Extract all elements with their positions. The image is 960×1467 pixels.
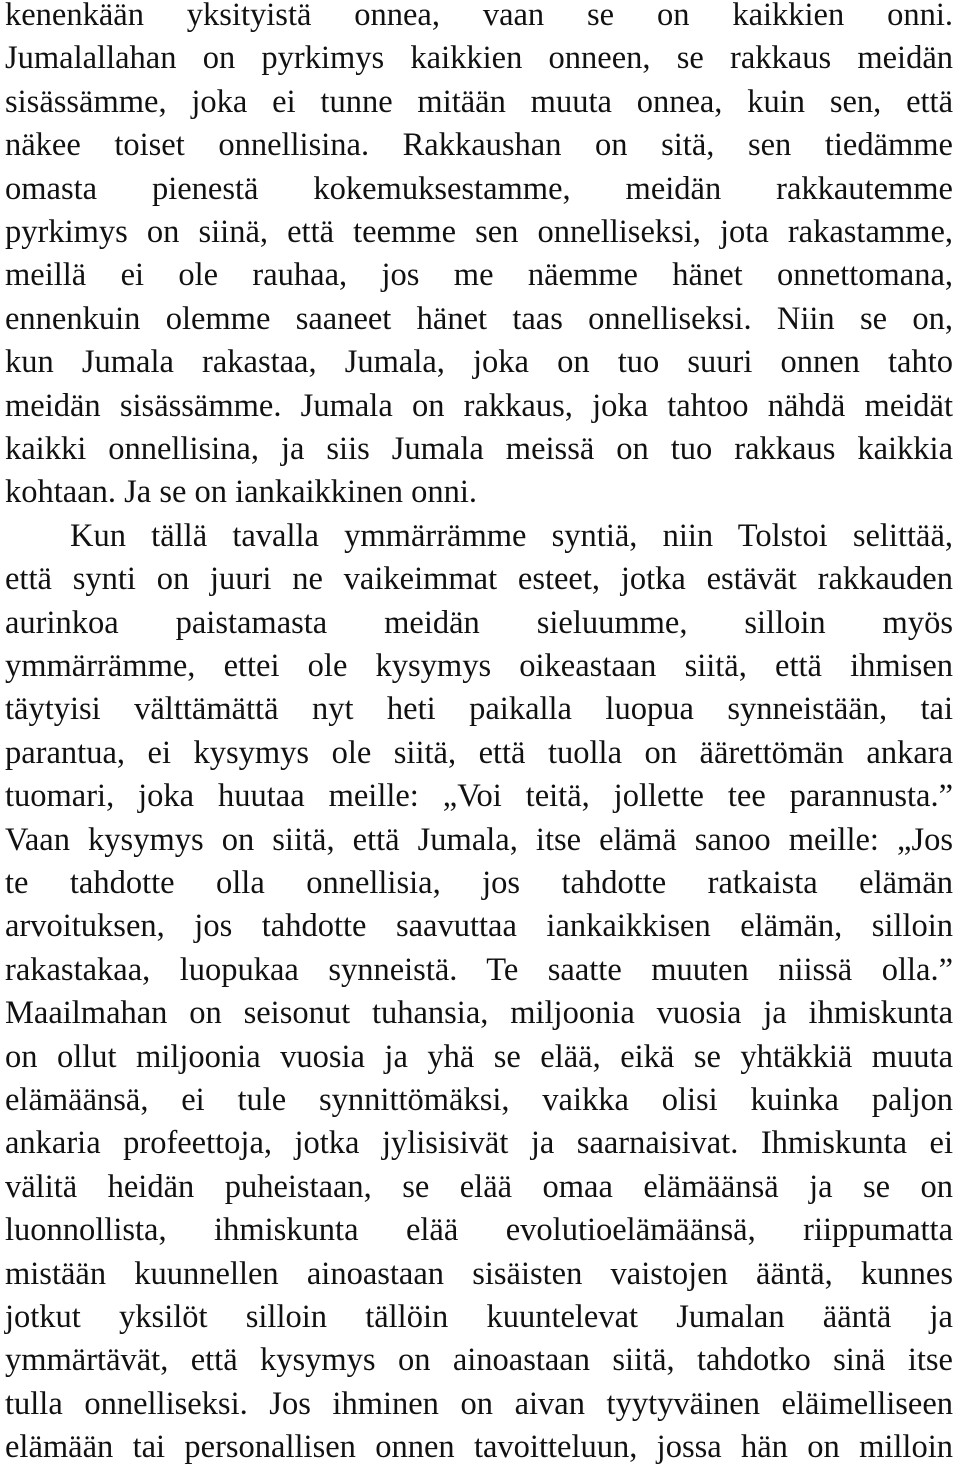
text-line: te tahdotte olla onnellisia, jos tahdotte ratkaista elämän	[5, 865, 953, 901]
text-line: ankaria profeettoja, jotka jylisisivät ja saarnaisivat. Ihmiskunta ei	[5, 1125, 953, 1162]
text-line: meidän sisässämme. Jumala on rakkaus, joka tahtoo nähdä meidät	[5, 387, 953, 424]
text-line: näkee toiset onnellisina. Rakkaushan on sitä, sen tiedämme	[5, 127, 953, 164]
text-line: omasta pienestä kokemuksestamme, meidän rakkautemme	[5, 170, 953, 207]
text-line: tulla onnelliseksi. Jos ihminen on aivan tyytyväinen eläimelliseen	[5, 1385, 953, 1422]
text-line: kenenkään yksityistä onnea, vaan se on kaikkien onni.	[5, 0, 953, 33]
text-line: rakastakaa, luopukaa synneistä. Te saatte muuten niissä olla.”	[5, 951, 953, 988]
text-line: ymmärtävät, että kysymys on ainoastaan siitä, tahdotko sinä itse	[5, 1342, 953, 1379]
text-line: aurinkoa paistamasta meidän sieluumme, silloin myös	[5, 604, 953, 641]
text-line: arvoituksen, jos tahdotte saavuttaa iankaikkisen elämän, silloin	[5, 908, 953, 945]
paragraph-first-line: Kun tällä tavalla ymmärrämme syntiä, niin Tolstoi selittää,	[70, 517, 953, 554]
text-line: kun Jumala rakastaa, Jumala, joka on tuo suuri onnen tahto	[5, 344, 953, 381]
text-line: kohtaan. Ja se on iankaikkinen onni.	[5, 474, 478, 511]
text-line: luonnollista, ihmiskunta elää evolutioelämäänsä, riippumatta	[5, 1212, 953, 1249]
text-line: sisässämme, joka ei tunne mitään muuta onnea, kuin sen, että	[5, 83, 953, 120]
text-line: jotkut yksilöt silloin tällöin kuuntelevat Jumalan ääntä ja	[5, 1299, 953, 1335]
text-line: pyrkimys on siinä, että teemme sen onnelliseksi, jota rakastamme,	[5, 214, 953, 250]
text-line: täytyisi välttämättä nyt heti paikalla luopua synneistään, tai	[5, 691, 953, 728]
text-line: elämäänsä, ei tule synnittömäksi, vaikka olisi kuinka paljon	[5, 1082, 953, 1118]
text-line: tuomari, joka huutaa meille: „Voi teitä, jollette tee parannusta.”	[5, 778, 953, 815]
text-line: Vaan kysymys on siitä, että Jumala, itse elämä sanoo meille: „Jos	[5, 821, 953, 858]
text-line: ennenkuin olemme saaneet hänet taas onnelliseksi. Niin se on,	[5, 300, 953, 337]
text-line: että synti on juuri ne vaikeimmat esteet, jotka estävät rakkauden	[5, 561, 953, 598]
text-line: on ollut miljoonia vuosia ja yhä se elää, eikä se yhtäkkiä muuta	[5, 1038, 953, 1075]
text-line: välitä heidän puheistaan, se elää omaa elämäänsä ja se on	[5, 1168, 953, 1205]
text-line: kaikki onnellisina, ja siis Jumala meissä on tuo rakkaus kaikkia	[5, 431, 953, 467]
text-line: ymmärrämme, ettei ole kysymys oikeastaan siitä, että ihmisen	[5, 648, 953, 684]
text-line: elämään tai personallisen onnen tavoitteluun, jossa hän on milloin	[5, 1429, 953, 1466]
text-line: meillä ei ole rauhaa, jos me näemme hänet onnettomana,	[5, 257, 953, 294]
text-line: Jumalallahan on pyrkimys kaikkien onneen, se rakkaus meidän	[5, 40, 953, 77]
text-line: parantua, ei kysymys ole siitä, että tuolla on äärettömän ankara	[5, 734, 953, 771]
text-line: Maailmahan on seisonut tuhansia, miljoonia vuosia ja ihmiskunta	[5, 995, 953, 1032]
text-line: mistään kuunnellen ainoastaan sisäisten vaistojen ääntä, kunnes	[5, 1255, 953, 1292]
